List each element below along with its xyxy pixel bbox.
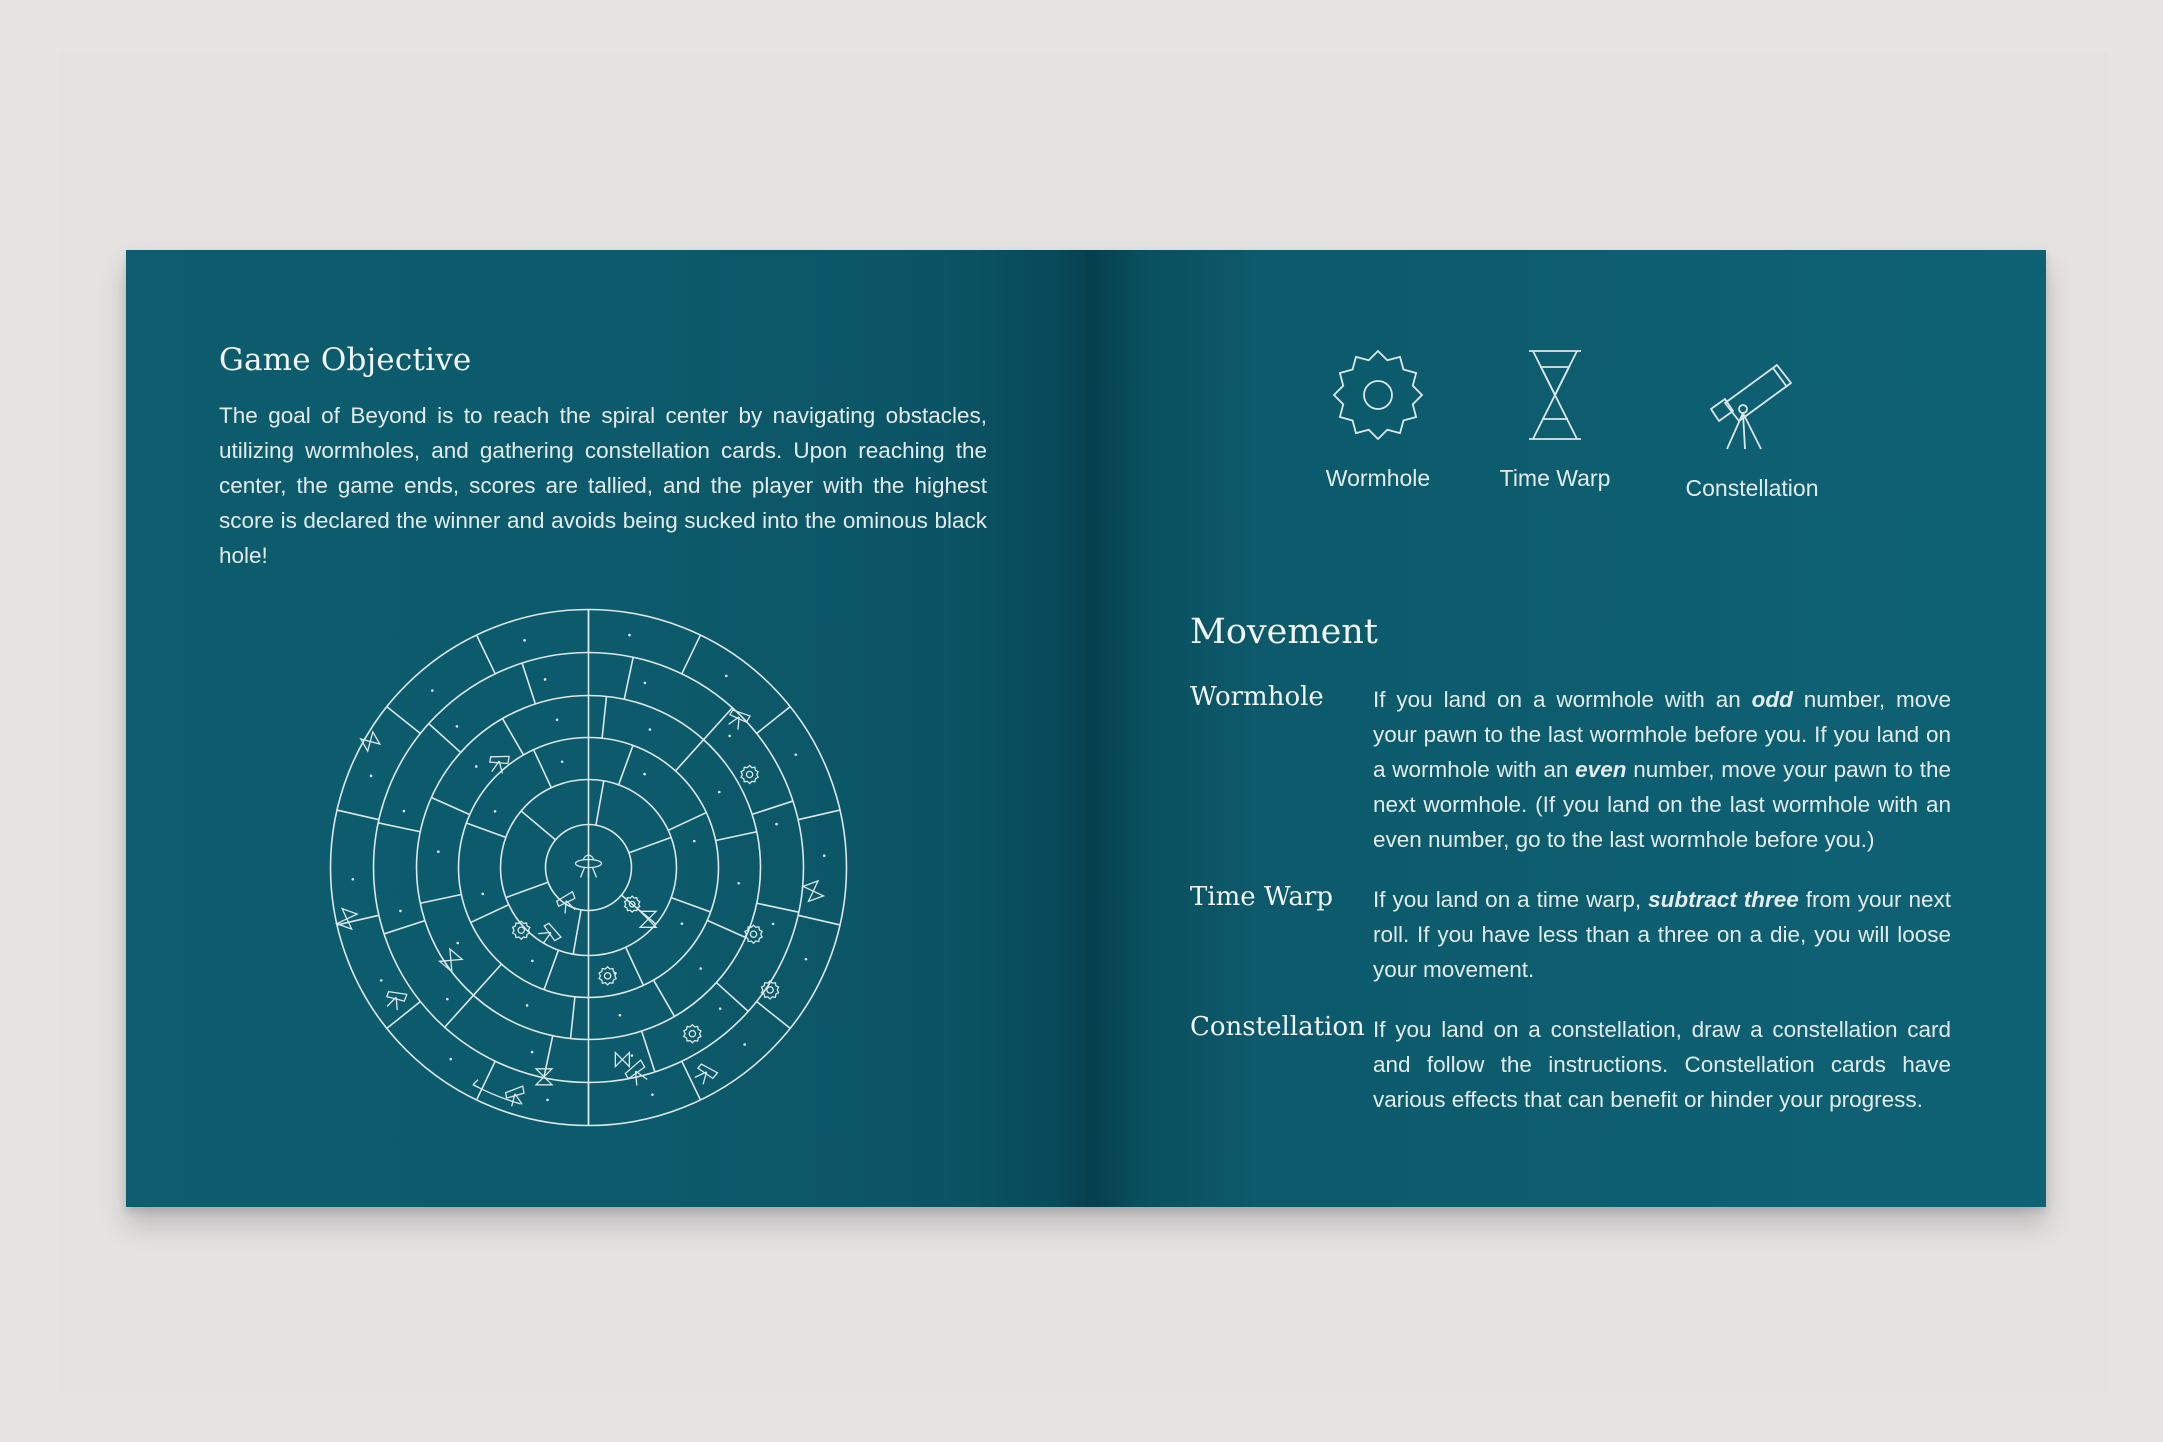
gear-icon-core — [750, 931, 756, 937]
board-divider — [629, 837, 671, 852]
hourglass-icon — [640, 911, 656, 927]
board-divider — [682, 635, 701, 674]
booklet-spread — [126, 250, 2046, 1207]
board-divider — [798, 915, 840, 925]
board-divider — [431, 798, 469, 815]
space-marker — [456, 942, 459, 945]
board-divider — [571, 997, 575, 1039]
hourglass-shape — [803, 881, 824, 902]
space-marker — [544, 678, 547, 681]
rule-emphasis-subtract-three: subtract three — [1648, 887, 1799, 912]
space-marker — [649, 728, 652, 731]
space-marker — [823, 854, 826, 857]
board-divider — [573, 910, 581, 954]
board-divider — [477, 635, 496, 674]
legend-label-constellation: Constellation — [1685, 475, 1819, 501]
spiral-board — [326, 605, 851, 1130]
board-divider — [668, 813, 706, 831]
board-divider — [471, 905, 509, 923]
space-marker — [437, 850, 440, 853]
hourglass-icon — [803, 881, 824, 902]
board-divider — [654, 980, 675, 1016]
board-divider — [757, 1002, 791, 1029]
board-divider — [704, 708, 733, 740]
board-divider — [675, 740, 703, 771]
legend-label-time-warp: Time Warp — [1499, 465, 1611, 491]
space-marker — [526, 1004, 529, 1007]
gear-icon-core — [604, 973, 610, 979]
legend-label-wormhole: Wormhole — [1325, 465, 1431, 491]
board-divider — [387, 1002, 421, 1029]
board-divider — [757, 903, 799, 912]
gear-icon-core — [746, 771, 752, 777]
gear-icon — [599, 967, 616, 985]
space-marker — [561, 760, 564, 763]
rule-term-time-warp: Time Warp — [1190, 882, 1333, 912]
space-marker — [681, 922, 684, 925]
telescope-icon — [1697, 345, 1807, 455]
rule-term-constellation: Constellation — [1190, 1012, 1365, 1042]
gear-icon — [684, 1025, 701, 1043]
ufo-beam — [581, 868, 597, 878]
board-divider — [445, 995, 474, 1027]
board-divider — [716, 983, 748, 1012]
icon-legend — [1086, 345, 2046, 535]
board-divider — [429, 724, 461, 753]
gear-icon-core — [767, 987, 773, 993]
space-marker — [403, 810, 406, 813]
space-marker — [446, 998, 449, 1001]
telescope-icon — [505, 1086, 526, 1107]
board-divider — [420, 895, 461, 904]
rule-text-wormhole — [1373, 682, 1951, 857]
board-divider — [522, 663, 535, 704]
hourglass-icon — [615, 1053, 629, 1067]
space-marker — [531, 960, 534, 963]
game-objective-text: The goal of Beyond is to reach the spiral center by navigating obstacles, utilizing wormholes, and gathering constellation cards. Upon reaching the center, the game ends, scores are tallied, and the player with the highest score is declared the winner and avoids being sucked into the ominous black hole! — [219, 403, 987, 568]
space-marker — [794, 753, 797, 756]
space-marker — [772, 923, 775, 926]
board-divider — [716, 832, 757, 841]
rule-emphasis-odd: odd — [1751, 687, 1793, 712]
hourglass-shape — [337, 909, 358, 930]
space-marker — [699, 967, 702, 970]
board-divider — [798, 810, 840, 820]
board-divider — [757, 707, 791, 734]
rule-text-time-warp — [1373, 882, 1951, 987]
space-marker — [481, 893, 484, 896]
left-page — [126, 250, 1086, 1207]
right-page — [1086, 250, 2046, 1207]
legend-constellation — [1667, 345, 1837, 502]
space-marker — [431, 689, 434, 692]
rule-text-segment: If you land on a wormhole with an — [1373, 687, 1752, 712]
board-divider — [503, 719, 524, 755]
space-marker — [399, 910, 402, 913]
rule-text-constellation: If you land on a constellation, draw a constellation card and follow the instructions. Constellation cards have various effects that can benefit or hinder your progress. — [1373, 1017, 1951, 1112]
movement-heading: Movement — [1190, 612, 1378, 652]
board-divider — [682, 1061, 701, 1100]
board-divider — [521, 811, 555, 840]
space-marker — [628, 634, 631, 637]
space-marker — [743, 1043, 746, 1046]
board-divider — [384, 921, 425, 934]
telescope-icon — [536, 922, 561, 947]
hourglass-icon — [1505, 345, 1605, 445]
board-divider — [626, 947, 644, 985]
space-marker — [737, 882, 740, 885]
space-marker — [728, 735, 731, 738]
space-marker — [494, 810, 497, 813]
board-divider — [624, 657, 633, 699]
game-objective-heading: Game Objective — [219, 342, 472, 378]
board-divider — [619, 745, 633, 784]
telescope-icon — [384, 988, 407, 1011]
space-marker — [614, 972, 617, 975]
rule-text-segment: number, move your pawn to the last wormhole before you. If you land on a wormhole with an — [1373, 687, 1951, 782]
board-divider — [473, 964, 501, 995]
telescope-icon — [692, 1061, 717, 1086]
space-marker — [805, 958, 808, 961]
space-marker — [380, 979, 383, 982]
space-marker — [556, 718, 559, 721]
gear-icon — [1328, 345, 1428, 445]
telescope-icon — [556, 892, 579, 915]
board-divider — [378, 823, 420, 832]
board-divider — [596, 781, 604, 825]
board-divider — [387, 707, 421, 734]
board-divider — [544, 950, 558, 989]
space-marker — [651, 1093, 654, 1096]
rule-text-segment: If you land on a time warp, — [1373, 887, 1649, 912]
space-marker — [456, 725, 459, 728]
space-marker — [775, 823, 778, 826]
gear-icon-core — [518, 927, 524, 933]
space-marker — [718, 791, 721, 794]
gear-icon — [741, 766, 758, 784]
hourglass-icon — [337, 909, 358, 930]
telescope-tube — [698, 1061, 718, 1079]
board-divider — [534, 750, 552, 788]
rule-term-wormhole: Wormhole — [1190, 682, 1324, 712]
legend-wormhole — [1293, 345, 1463, 492]
board-divider — [707, 920, 745, 937]
hourglass-shape — [640, 911, 656, 927]
space-marker — [475, 765, 478, 768]
space-marker — [370, 775, 373, 778]
space-marker — [693, 840, 696, 843]
board-divider — [544, 1036, 553, 1078]
board-divider — [506, 882, 548, 897]
game-board-diagram — [326, 605, 851, 1130]
space-marker — [725, 675, 728, 678]
space-marker — [546, 1099, 549, 1102]
legend-time-warp — [1470, 345, 1640, 492]
space-marker — [719, 1007, 722, 1010]
hourglass-shape — [615, 1053, 629, 1067]
space-marker — [449, 1058, 452, 1061]
rule-text-segment: from your next roll. If you have less than a three on a die, you will loose your movement. — [1373, 887, 1951, 982]
space-marker — [644, 682, 647, 685]
board-divider — [602, 696, 606, 738]
board-divider — [752, 801, 793, 814]
space-marker — [531, 1051, 534, 1054]
rule-emphasis-even: even — [1575, 757, 1627, 782]
board-divider — [337, 810, 379, 820]
board-divider — [466, 823, 505, 837]
space-marker — [619, 1014, 622, 1017]
gear-icon-core — [689, 1031, 695, 1037]
space-marker — [523, 639, 526, 642]
rule-text-segment: number, move your pawn to the next wormhole. (If you land on the last wormhole with an even number, go to the last wormhole before you.) — [1373, 757, 1951, 852]
space-marker — [351, 878, 354, 881]
board-divider — [671, 898, 710, 912]
arrow-head — [473, 1080, 479, 1088]
space-marker — [643, 773, 646, 776]
space-marker — [631, 1054, 634, 1057]
telescope-icon — [488, 753, 509, 774]
